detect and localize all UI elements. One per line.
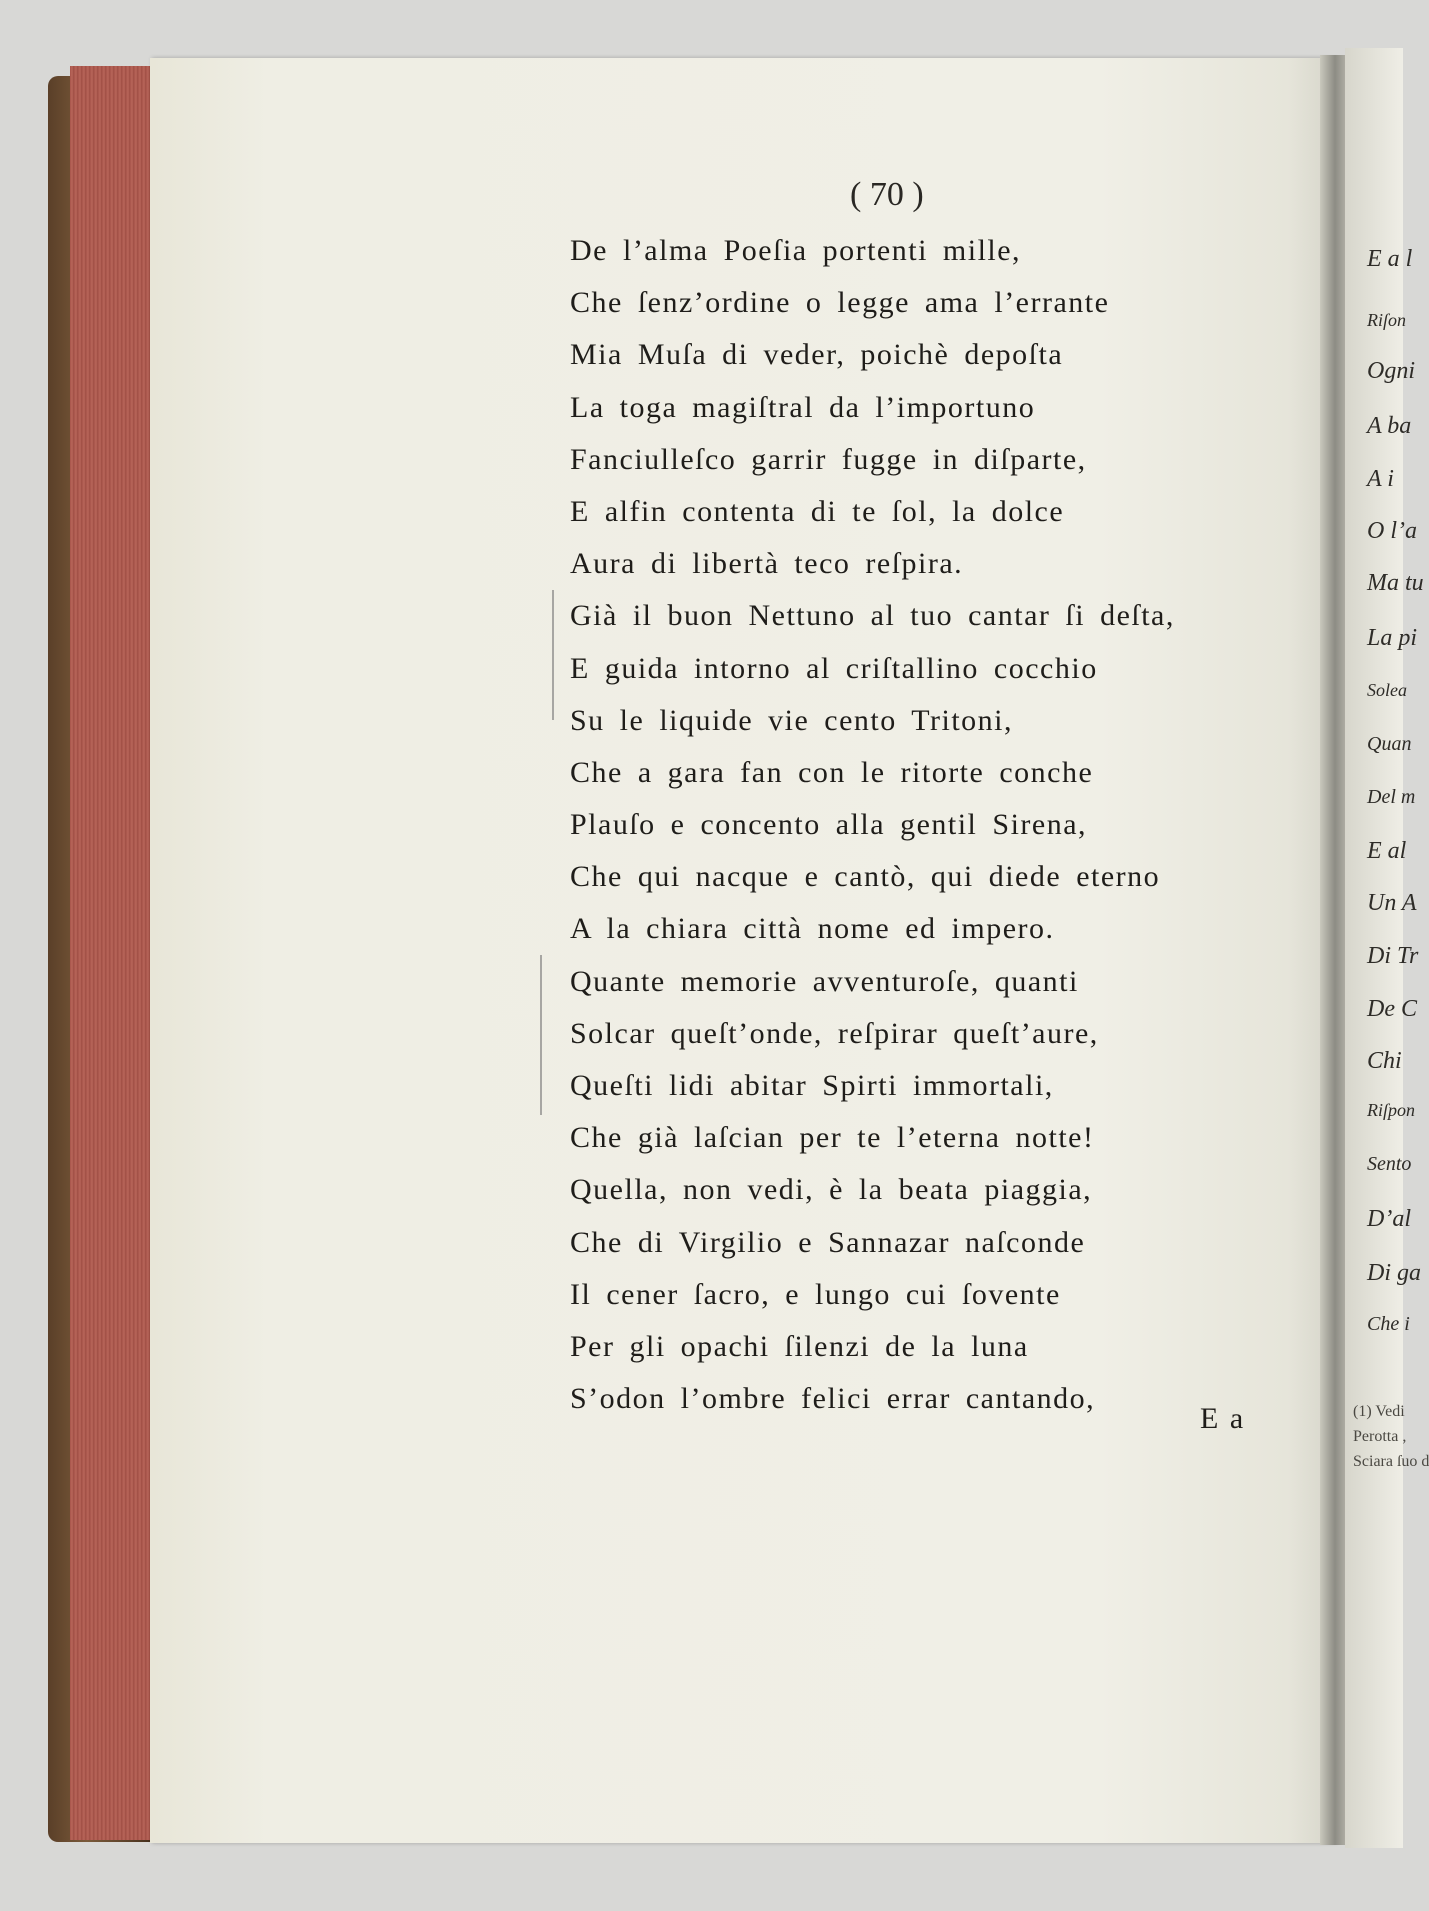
page-number: ( 70 ) — [850, 176, 924, 213]
verse-line: Quella, non vedi, è la beata piaggia, — [570, 1173, 1093, 1207]
verse-line: Per gli opachi ſilenzi de la luna — [570, 1329, 1029, 1363]
verse-line: Che già laſcian per te l’eterna notte! — [570, 1121, 1095, 1155]
verse-line: E alfin contenta di te ſol, la dolce — [570, 494, 1065, 528]
verse-line: Mia Muſa di veder, poichè depoſta — [570, 338, 1064, 372]
facing-fragment: Sento — [1367, 1153, 1412, 1175]
facing-fragment: Del m — [1367, 786, 1416, 808]
facing-fragment: Di ga — [1367, 1260, 1421, 1286]
facing-fragment: De C — [1367, 996, 1417, 1022]
verse-line: Già il buon Nettuno al tuo cantar ſi deſta, — [570, 599, 1175, 633]
facing-fragment: Di Tr — [1367, 943, 1419, 969]
verse-line: Quante memorie avventuroſe, quanti — [570, 964, 1079, 998]
verse-line: La toga magiſtral da l’importuno — [570, 390, 1036, 424]
verse-line: Fanciulleſco garrir fugge in diſparte, — [570, 442, 1087, 476]
catchword: E a — [1200, 1402, 1246, 1435]
facing-fragment: Chi — [1367, 1048, 1402, 1074]
facing-fragment: Solea — [1367, 680, 1407, 700]
verse-line: E guida intorno al criſtallino cocchio — [570, 651, 1098, 685]
verse-line: Queſti lidi abitar Spirti immortali, — [570, 1069, 1054, 1102]
facing-fragment: D’al — [1367, 1206, 1411, 1232]
facing-fragment: A i — [1367, 466, 1394, 492]
facing-fragment: A ba — [1367, 413, 1412, 439]
verse-line: A la chiara città nome ed impero. — [570, 912, 1055, 946]
page-edge — [70, 66, 156, 1840]
pencil-margin-mark — [552, 590, 554, 720]
verse-line: Che qui nacque e cantò, qui diede eterno — [570, 860, 1161, 894]
facing-fragment: Ma tu — [1367, 570, 1424, 596]
verse-line: Aura di libertà teco reſpira. — [570, 547, 964, 581]
facing-fragment: O l’a — [1367, 518, 1417, 544]
verse-line: Plauſo e concento alla gentil Sirena, — [570, 808, 1088, 842]
verse-line: Il cener ſacro, e lungo cui ſovente — [570, 1277, 1061, 1311]
facing-fragment: E al — [1367, 838, 1407, 864]
facing-footnote: (1) Vedi — [1353, 1403, 1405, 1420]
facing-fragment: Un A — [1367, 890, 1417, 916]
verse-text — [570, 225, 1250, 1425]
pencil-margin-mark — [540, 955, 542, 1115]
verse-line: De l’alma Poeſia portenti mille, — [570, 234, 1022, 267]
verse-line: Su le liquide vie cento Tritoni, — [570, 703, 1013, 737]
facing-footnote: Sciara ſuo d — [1353, 1453, 1429, 1470]
verse-line: Che ſenz’ordine o legge ama l’errante — [570, 286, 1110, 320]
facing-fragment: La pi — [1367, 625, 1418, 651]
facing-page — [1345, 48, 1429, 1848]
facing-fragment: Ogni — [1367, 358, 1415, 384]
facing-fragment: Riſon — [1367, 310, 1406, 330]
facing-footnote: Perotta , — [1353, 1428, 1407, 1445]
facing-fragment: E a l — [1367, 246, 1413, 272]
facing-fragment: Quan — [1367, 733, 1412, 755]
facing-fragment: Che i — [1367, 1313, 1410, 1335]
verse-line: Solcar queſt’onde, reſpirar queſt’aure, — [570, 1016, 1099, 1050]
verse-line: S’odon l’ombre felici errar cantando, — [570, 1382, 1096, 1416]
verse-line: Che di Virgilio e Sannazar naſconde — [570, 1225, 1086, 1259]
verse-line: Che a gara fan con le ritorte conche — [570, 755, 1094, 789]
facing-fragment: Riſpon — [1367, 1100, 1415, 1120]
